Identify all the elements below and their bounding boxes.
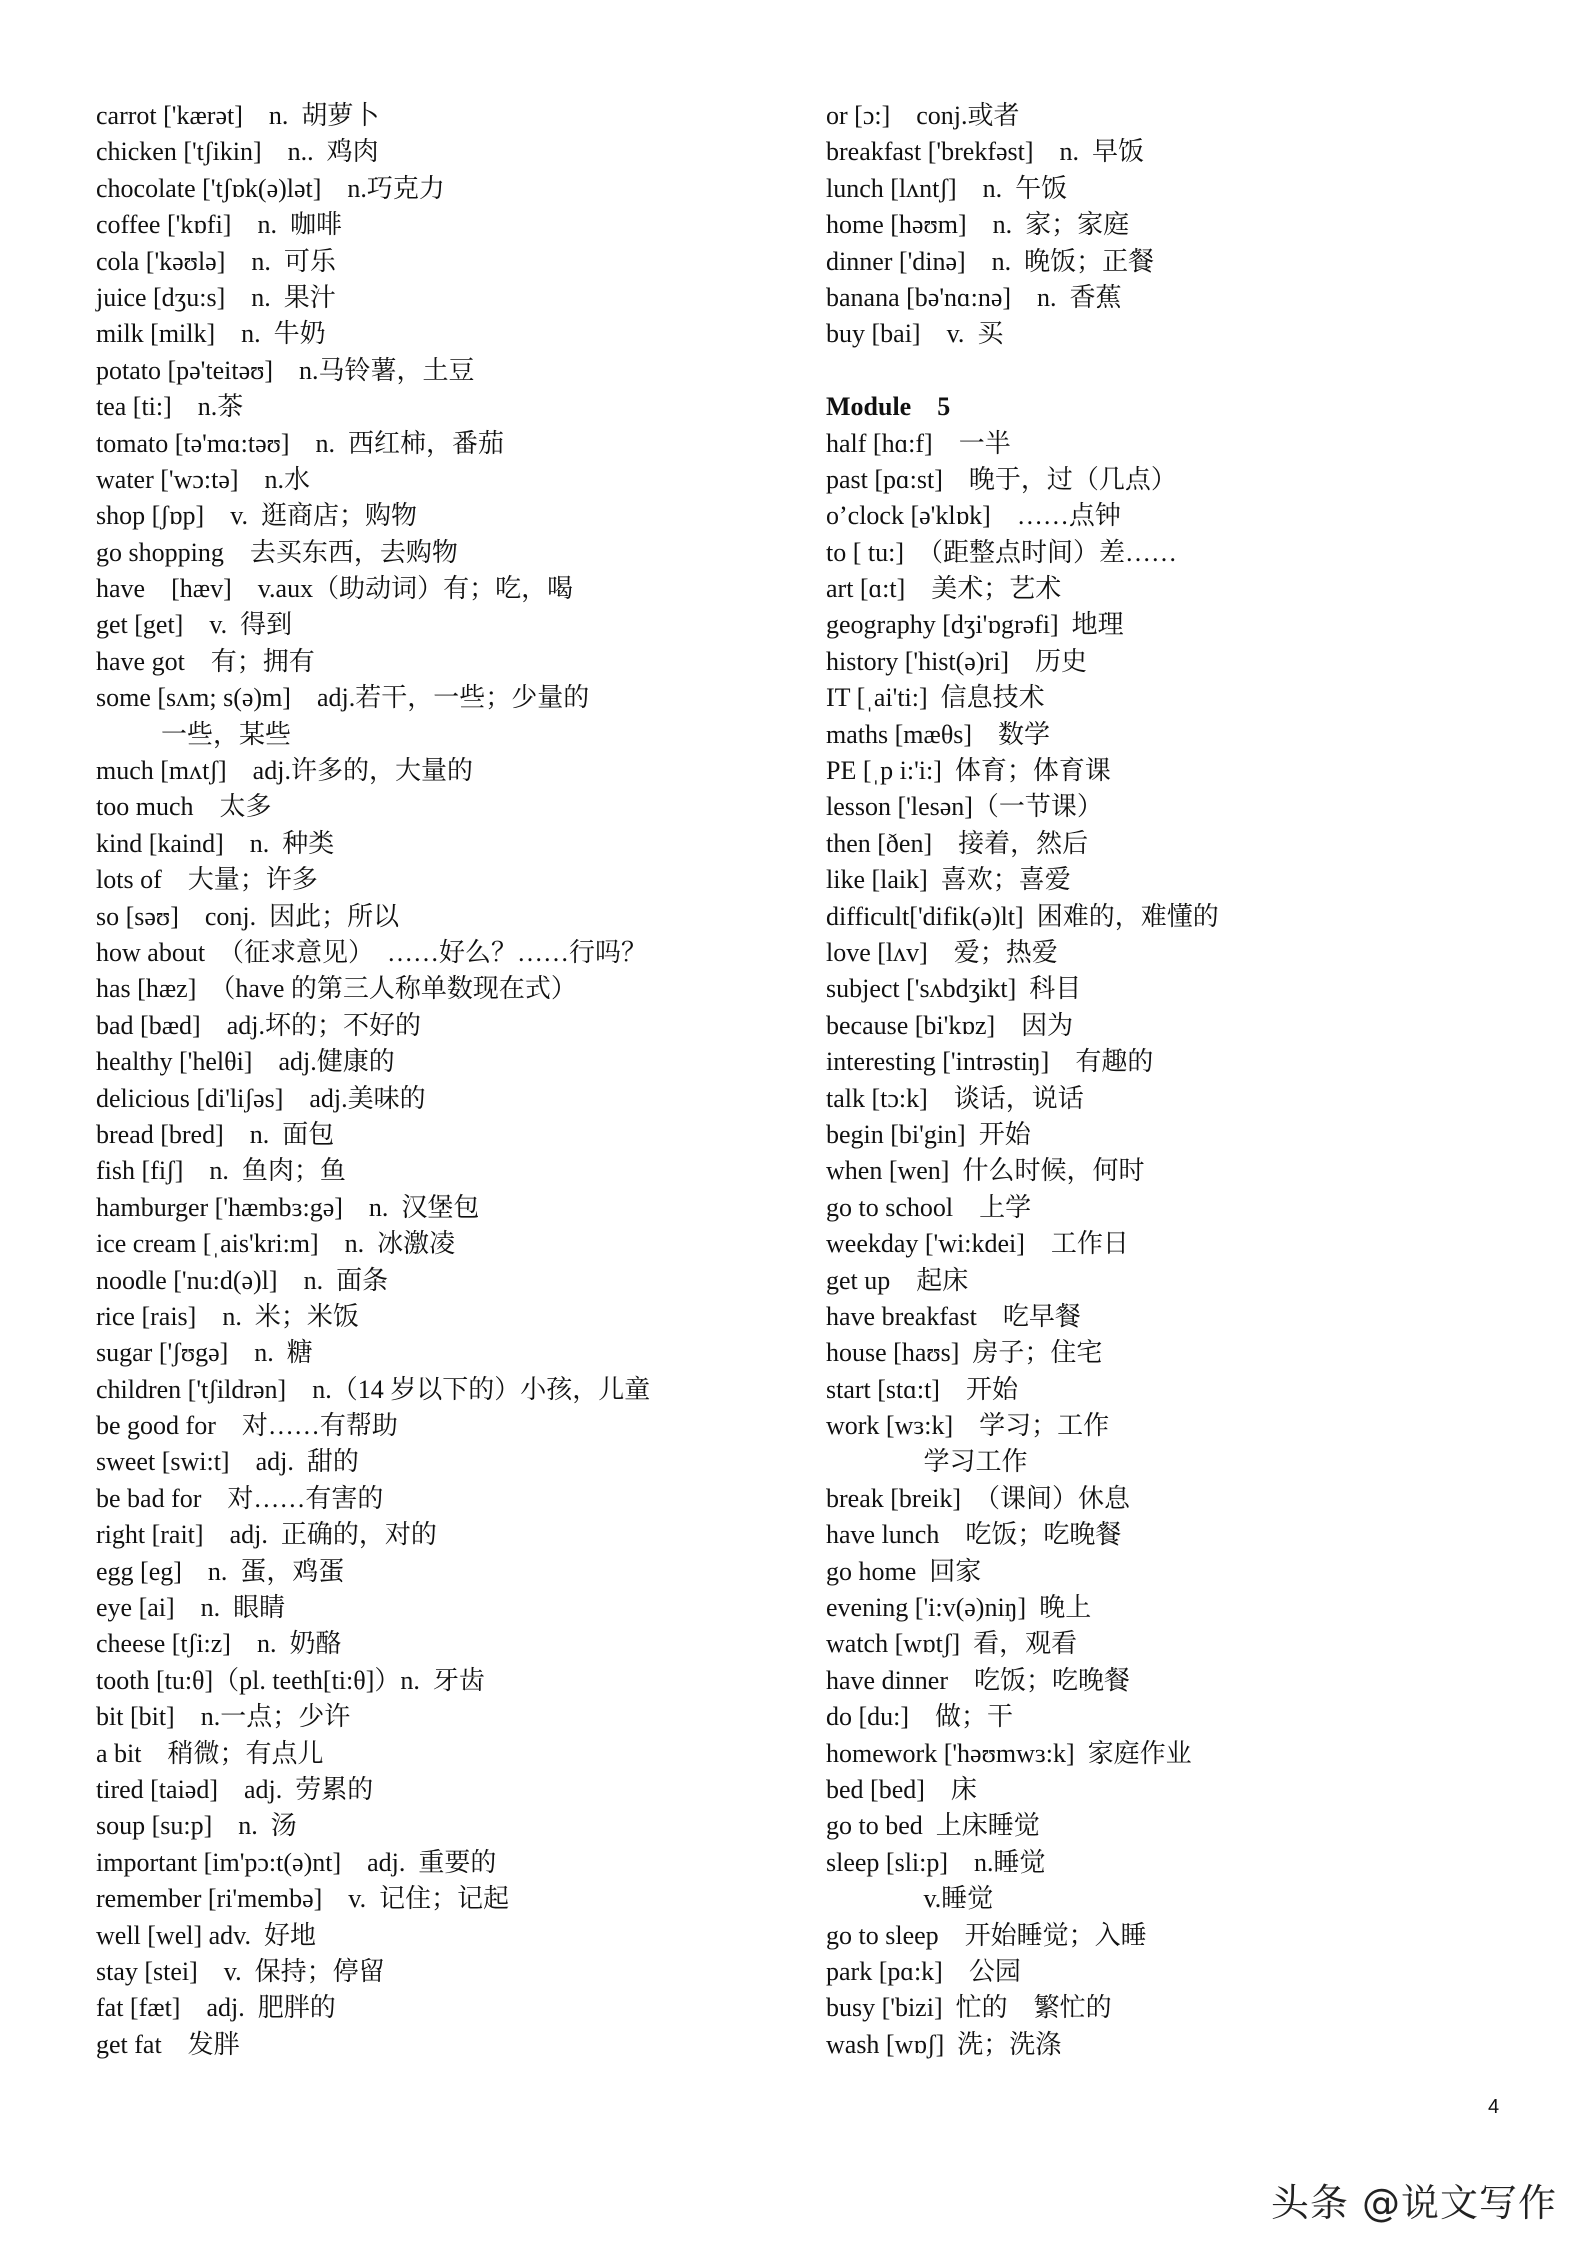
vocabulary-entry: work [wɜ:k] 学习；工作: [826, 1411, 1110, 1441]
vocabulary-entry: how about （征求意见） ……好么？……行吗？: [96, 937, 648, 967]
vocabulary-entry: bed [bed] 床: [826, 1774, 977, 1804]
vocabulary-entry: maths [mæθs] 数学: [826, 719, 1051, 749]
vocabulary-entry: has [hæz] （have 的第三人称单数现在式）: [96, 974, 577, 1004]
vocabulary-entry: like [laik] 喜欢；喜爱: [826, 865, 1071, 895]
vocabulary-entry: juice [dʒu:s] n. 果汁: [96, 282, 336, 312]
vocabulary-entry: talk [tɔ:k] 谈话，说话: [826, 1083, 1084, 1113]
vocabulary-entry: home [həʊm] n. 家；家庭: [826, 210, 1130, 240]
vocabulary-entry: art [ɑ:t] 美术；艺术: [826, 574, 1062, 604]
vocabulary-entry: important [im'pɔ:t(ə)nt] adj. 重要的: [96, 1847, 497, 1877]
vocabulary-entry: tooth [tu:θ]（pl. teeth[ti:θ]）n. 牙齿: [96, 1665, 485, 1695]
vocabulary-entry: ice cream [ˌais'kri:m] n. 冰激凌: [96, 1229, 456, 1259]
vocabulary-entry: cheese [tʃi:z] n. 奶酪: [96, 1629, 342, 1659]
page-number: 4: [1488, 2096, 1500, 2118]
vocabulary-entry: tea [ti:] n.茶: [96, 392, 244, 422]
vocabulary-entry: go to school 上学: [826, 1192, 1032, 1222]
vocabulary-entry: chocolate ['tʃɒk(ə)lət] n.巧克力: [96, 173, 445, 203]
vocabulary-entry: hamburger ['hæmbɜ:gə] n. 汉堡包: [96, 1192, 480, 1222]
vocabulary-entry: PE [ˌp i:'i:] 体育；体育课: [826, 756, 1111, 786]
vocabulary-entry: go home 回家: [826, 1556, 982, 1586]
vocabulary-entry: busy ['bizi] 忙的 繁忙的: [826, 1993, 1112, 2023]
vocabulary-entry: some [sʌm; s(ə)m] adj.若干，一些；少量的: [96, 683, 590, 713]
vocabulary-entry: dinner ['dinə] n. 晚饭；正餐: [826, 246, 1155, 276]
vocabulary-entry: tired [taiəd] adj. 劳累的: [96, 1774, 374, 1804]
vocabulary-entry: fat [fæt] adj. 肥胖的: [96, 1993, 336, 2023]
vocabulary-entry: evening ['i:v(ə)niŋ] 晚上: [826, 1593, 1092, 1623]
vocabulary-entry: IT [ˌai'ti:] 信息技术: [826, 683, 1045, 713]
vocabulary-entry: sweet [swi:t] adj. 甜的: [96, 1447, 359, 1477]
vocabulary-entry: go shopping 去买东西，去购物: [96, 537, 458, 567]
vocabulary-entry: watch [wɒtʃ] 看，观看: [826, 1629, 1078, 1659]
vocabulary-entry: to [ tu:] （距整点时间）差……: [826, 537, 1177, 567]
vocabulary-entry: have [hæv] v.aux（助动词）有；吃，喝: [96, 574, 574, 604]
vocabulary-entry: sleep [sli:p] n.睡觉: [826, 1847, 1046, 1877]
vocabulary-entry: coffee ['kɒfi] n. 咖啡: [96, 210, 342, 240]
vocabulary-entry: go to sleep 开始睡觉；入睡: [826, 1920, 1147, 1950]
vocabulary-entry: too much 太多: [96, 792, 272, 822]
vocabulary-entry: begin [bi'gin] 开始: [826, 1119, 1031, 1149]
vocabulary-entry: because [bi'kɒz] 因为: [826, 1010, 1074, 1040]
vocabulary-entry: milk [milk] n. 牛奶: [96, 319, 326, 349]
vocabulary-entry: lesson ['lesən]（一节课）: [826, 792, 1103, 822]
vocabulary-entry: have dinner 吃饭；吃晚餐: [826, 1665, 1131, 1695]
vocabulary-entry: go to bed 上床睡觉: [826, 1811, 1040, 1841]
vocabulary-entry: well [wel] adv. 好地: [96, 1920, 316, 1950]
vocabulary-entry: so [səʊ] conj. 因此；所以: [96, 901, 400, 931]
vocabulary-entry: banana [bə'nɑ:nə] n. 香蕉: [826, 282, 1122, 312]
vocabulary-entry: past [pɑ:st] 晚于，过（几点）: [826, 464, 1177, 494]
vocabulary-entry: soup [su:p] n. 汤: [96, 1811, 297, 1841]
vocabulary-entry: noodle ['nu:d(ə)l] n. 面条: [96, 1265, 389, 1295]
vocabulary-entry: interesting ['intrəstiŋ] 有趣的: [826, 1047, 1154, 1077]
vocabulary-entry: history ['hist(ə)ri] 历史: [826, 646, 1088, 676]
vocabulary-entry: subject ['sʌbdʒikt] 科目: [826, 974, 1082, 1004]
vocabulary-entry: eye [ai] n. 眼睛: [96, 1593, 286, 1623]
vocabulary-entry: egg [eg] n. 蛋，鸡蛋: [96, 1556, 345, 1586]
vocabulary-entry: geography [dʒi'ɒgrəfi] 地理: [826, 610, 1124, 640]
vocabulary-entry: kind [kaind] n. 种类: [96, 828, 335, 858]
vocabulary-entry: or [ɔ:] conj.或者: [826, 101, 1020, 130]
vocabulary-entry: rice [rais] n. 米；米饭: [96, 1301, 359, 1331]
blank-line: [826, 353, 1476, 389]
vocabulary-entry: healthy ['helθi] adj.健康的: [96, 1047, 395, 1077]
vocabulary-entry: right [rait] adj. 正确的，对的: [96, 1520, 437, 1550]
vocabulary-entry: v.睡觉: [826, 1884, 994, 1914]
vocabulary-entry: half [hɑ:f] 一半: [826, 428, 1011, 458]
vocabulary-entry: break [breik] （课间）休息: [826, 1483, 1130, 1513]
vocabulary-entry: wash [wɒʃ] 洗；洗涤: [826, 2029, 1062, 2059]
vocabulary-entry: delicious [di'liʃəs] adj.美味的: [96, 1083, 426, 1113]
vocabulary-entry: get fat 发胖: [96, 2029, 240, 2059]
vocabulary-entry: bit [bit] n.一点；少许: [96, 1702, 351, 1732]
vocabulary-entry: sugar ['ʃʊgə] n. 糖: [96, 1338, 313, 1368]
vocabulary-entry: o’clock [ə'klɒk] ……点钟: [826, 501, 1121, 531]
vocabulary-entry: weekday ['wi:kdei] 工作日: [826, 1229, 1129, 1259]
vocabulary-entry: stay [stei] v. 保持；停留: [96, 1956, 385, 1986]
vocabulary-entry: chicken ['tʃikin] n.. 鸡肉: [96, 137, 379, 167]
vocabulary-entry: do [du:] 做；干: [826, 1702, 1014, 1732]
vocabulary-entry: breakfast ['brekfəst] n. 早饭: [826, 137, 1145, 167]
vocabulary-column-left: [96, 98, 746, 2063]
vocabulary-entry: cola ['kəʊlə] n. 可乐: [96, 246, 336, 276]
vocabulary-entry: when [wen] 什么时候，何时: [826, 1156, 1145, 1186]
vocabulary-entry: lunch [lʌntʃ] n. 午饭: [826, 173, 1068, 203]
vocabulary-entry: park [pɑ:k] 公园: [826, 1956, 1021, 1986]
vocabulary-entry: tomato [tə'mɑ:təʊ] n. 西红柿，番茄: [96, 428, 505, 458]
vocabulary-entry: 学习工作: [826, 1447, 1028, 1477]
vocabulary-entry: carrot ['kærət] n. 胡萝卜: [96, 101, 380, 130]
vocabulary-entry: children ['tʃildrən] n.（14 岁以下的）小孩，儿童: [96, 1374, 651, 1404]
vocabulary-entry: be bad for 对……有害的: [96, 1483, 384, 1513]
vocabulary-entry: bad [bæd] adj.坏的；不好的: [96, 1010, 421, 1040]
vocabulary-entry: buy [bai] v. 买: [826, 319, 1004, 349]
module-heading: Module 5: [826, 392, 951, 422]
vocabulary-entry: much [mʌtʃ] adj.许多的，大量的: [96, 756, 473, 786]
vocabulary-entry: potato [pə'teitəʊ] n.马铃薯，土豆: [96, 355, 475, 385]
vocabulary-entry: then [ðen] 接着，然后: [826, 828, 1089, 858]
vocabulary-entry: a bit 稍微；有点儿: [96, 1738, 324, 1768]
vocabulary-entry: love [lʌv] 爱；热爱: [826, 937, 1058, 967]
watermark: 头条 @说文写作: [1270, 2181, 1557, 2225]
vocabulary-entry: 一些，某些: [96, 719, 292, 749]
vocabulary-entry: have got 有；拥有: [96, 646, 315, 676]
vocabulary-entry: start [stɑ:t] 开始: [826, 1374, 1018, 1404]
vocabulary-entry: house [haʊs] 房子；住宅: [826, 1338, 1103, 1368]
vocabulary-entry: get up 起床: [826, 1265, 969, 1295]
vocabulary-entry: have lunch 吃饭；吃晚餐: [826, 1520, 1122, 1550]
vocabulary-entry: water ['wɔ:tə] n.水: [96, 464, 311, 494]
vocabulary-entry: remember [ri'membə] v. 记住；记起: [96, 1884, 510, 1914]
vocabulary-entry: shop [ʃɒp] v. 逛商店；购物: [96, 501, 418, 531]
vocabulary-entry: bread [bred] n. 面包: [96, 1119, 335, 1149]
vocabulary-entry: have breakfast 吃早餐: [826, 1301, 1081, 1331]
vocabulary-column-right: [826, 98, 1476, 2063]
vocabulary-entry: be good for 对……有帮助: [96, 1411, 398, 1441]
vocabulary-entry: lots of 大量；许多: [96, 865, 318, 895]
vocabulary-entry: difficult['difik(ə)lt] 困难的，难懂的: [826, 901, 1219, 931]
vocabulary-entry: homework ['həʊmwɜ:k] 家庭作业: [826, 1738, 1192, 1768]
vocabulary-entry: get [get] v. 得到: [96, 610, 293, 640]
vocabulary-entry: fish [fiʃ] n. 鱼肉；鱼: [96, 1156, 346, 1186]
